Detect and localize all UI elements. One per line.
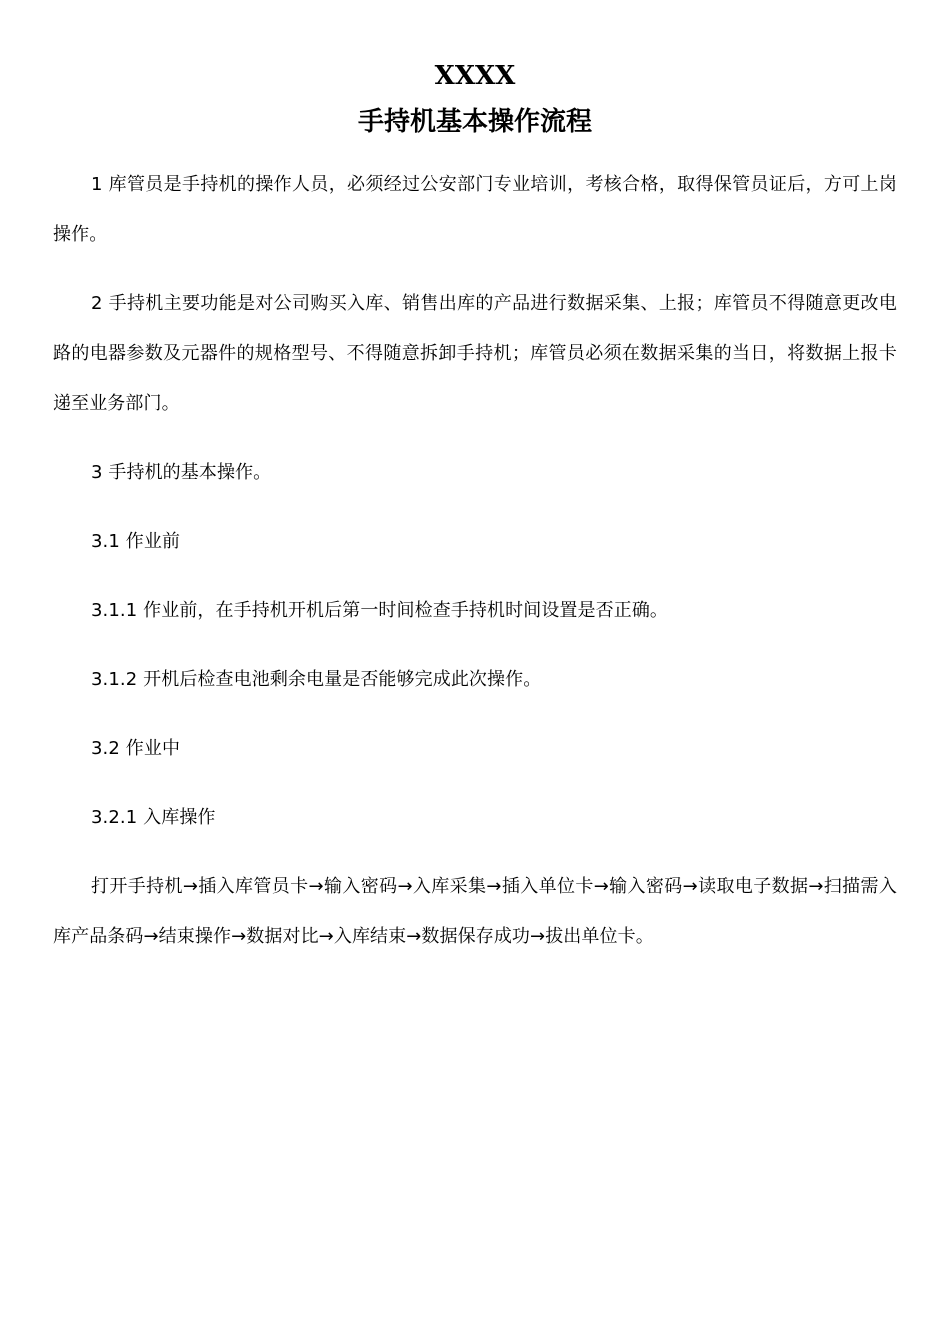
document-body [53, 160, 897, 962]
document-title-company: XXXX [434, 61, 516, 91]
paragraph-3-1-2: 3.1.2 开机后检查电池剩余电量是否能够完成此次操作。 [91, 669, 542, 690]
paragraph-inbound-flow: 打开手持机→插入库管员卡→输入密码→入库采集→插入单位卡→输入密码→读取电子数据→扫描需入库产品条码→结束操作→数据对比→入库结束→数据保存成功→拔出单位卡。 [53, 876, 897, 947]
paragraph-3-2-1: 3.2.1 入库操作 [91, 807, 216, 828]
paragraph-3: 3 手持机的基本操作。 [91, 462, 272, 483]
paragraph-3-2: 3.2 作业中 [91, 738, 181, 759]
document-title: 手持机基本操作流程 [357, 107, 592, 137]
paragraph-2: 2 手持机主要功能是对公司购买入库、销售出库的产品进行数据采集、上报；库管员不得随意更改电路的电器参数及元器件的规格型号、不得随意拆卸手持机；库管员必须在数据采集的当日，将数据上报卡递至业务部门。 [53, 293, 897, 414]
paragraph-3-1: 3.1 作业前 [91, 531, 181, 552]
paragraph-1: 1 库管员是手持机的操作人员，必须经过公安部门专业培训，考核合格，取得保管员证后，方可上岗操作。 [53, 174, 897, 245]
paragraph-3-1-1: 3.1.1 作业前，在手持机开机后第一时间检查手持机时间设置是否正确。 [91, 600, 669, 621]
